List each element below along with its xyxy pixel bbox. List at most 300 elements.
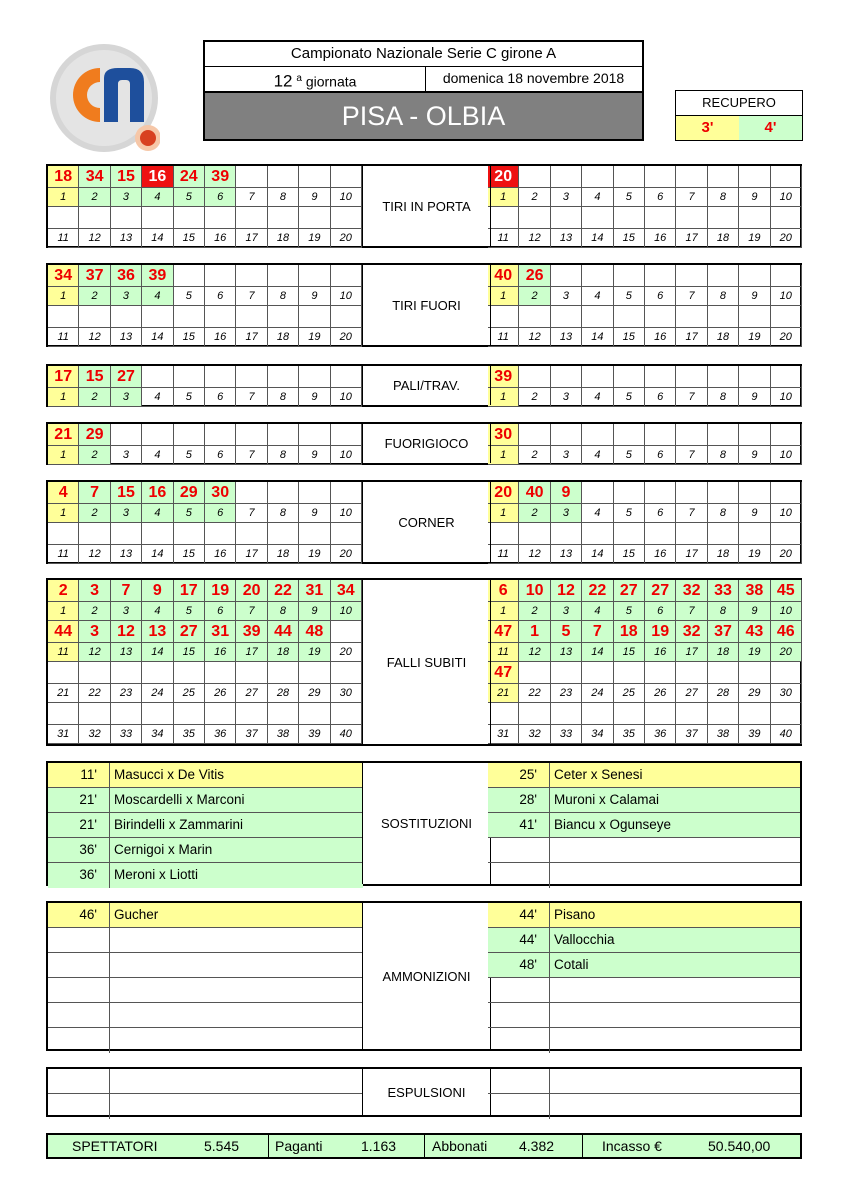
stat-index-cell: 1 bbox=[48, 602, 79, 621]
minute-cell bbox=[488, 978, 550, 1002]
stat-index-cell: 17 bbox=[676, 545, 707, 564]
espulsioni-table bbox=[46, 1067, 802, 1117]
incasso-label: Incasso € bbox=[602, 1138, 662, 1154]
stat-value-cell bbox=[582, 424, 613, 446]
stat-value-cell: 20 bbox=[488, 482, 519, 504]
stat-value-cell bbox=[205, 265, 236, 287]
stat-index-cell: 35 bbox=[174, 725, 205, 744]
stat-value-cell bbox=[174, 265, 205, 287]
stat-value-cell bbox=[708, 424, 739, 446]
stat-index-cell: 18 bbox=[708, 643, 739, 662]
stat-value-cell bbox=[174, 662, 205, 684]
stat-index-cell: 3 bbox=[551, 446, 582, 465]
stat-index-cell: 28 bbox=[708, 684, 739, 703]
stat-value-cell bbox=[48, 523, 79, 545]
stat-value-cell: 40 bbox=[519, 482, 550, 504]
stat-value-cell: 31 bbox=[299, 580, 330, 602]
stat-value-cell bbox=[739, 424, 770, 446]
stat-index-cell: 7 bbox=[236, 287, 267, 306]
stat-index-cell: 14 bbox=[582, 545, 613, 564]
stat-value-cell bbox=[236, 265, 267, 287]
player-cell bbox=[550, 863, 800, 888]
stat-index-cell: 5 bbox=[174, 287, 205, 306]
table-row bbox=[488, 1003, 800, 1028]
stat-index-cell: 20 bbox=[771, 643, 802, 662]
stat-index-cell: 1 bbox=[48, 287, 79, 306]
stat-index-cell: 6 bbox=[205, 188, 236, 207]
table-row bbox=[488, 863, 800, 888]
stat-value-cell: 44 bbox=[48, 621, 79, 643]
table-row bbox=[48, 1028, 363, 1053]
stat-index-cell: 20 bbox=[771, 229, 802, 248]
recupero-label: RECUPERO bbox=[676, 91, 802, 116]
stat-index-cell: 2 bbox=[519, 602, 550, 621]
abbonati-value: 4.382 bbox=[519, 1138, 555, 1154]
table-row bbox=[48, 1003, 363, 1028]
stat-index-cell: 8 bbox=[708, 446, 739, 465]
stat-index-cell: 3 bbox=[111, 504, 142, 523]
stat-value-cell: 20 bbox=[488, 166, 519, 188]
stat-index-cell: 11 bbox=[488, 229, 519, 248]
stat-index-cell: 8 bbox=[708, 602, 739, 621]
stat-index-cell: 12 bbox=[519, 229, 550, 248]
stat-index-cell: 37 bbox=[676, 725, 707, 744]
table-row bbox=[48, 978, 363, 1003]
stat-index-cell: 3 bbox=[551, 388, 582, 407]
table-row bbox=[48, 903, 363, 928]
player-cell: Birindelli x Zammarini bbox=[114, 817, 244, 832]
stat-index-cell: 25 bbox=[174, 684, 205, 703]
stat-section-falli-subiti bbox=[46, 578, 802, 746]
recupero-first-half: 3' bbox=[676, 116, 740, 140]
stat-value-cell bbox=[331, 523, 362, 545]
stat-home-grid bbox=[48, 166, 363, 246]
stat-index-cell: 3 bbox=[551, 504, 582, 523]
stat-index-cell: 19 bbox=[739, 643, 770, 662]
stat-value-cell bbox=[331, 621, 362, 643]
stat-value-cell bbox=[614, 703, 645, 725]
stat-value-cell bbox=[614, 662, 645, 684]
stat-index-cell: 15 bbox=[174, 328, 205, 347]
stat-value-cell bbox=[771, 482, 802, 504]
stat-index-cell: 34 bbox=[142, 725, 173, 744]
stat-index-cell: 10 bbox=[331, 388, 362, 407]
ammonizioni-table bbox=[46, 901, 802, 1051]
stat-index-cell: 23 bbox=[111, 684, 142, 703]
player-cell bbox=[550, 1003, 800, 1027]
stat-value-cell: 44 bbox=[268, 621, 299, 643]
stat-value-cell: 47 bbox=[488, 621, 519, 643]
incasso-value: 50.540,00 bbox=[708, 1138, 771, 1154]
stat-index-cell: 2 bbox=[79, 188, 110, 207]
table-row bbox=[48, 763, 363, 788]
stat-value-cell bbox=[645, 482, 676, 504]
stat-value-cell bbox=[739, 482, 770, 504]
stat-index-cell: 13 bbox=[551, 545, 582, 564]
stat-value-cell bbox=[582, 703, 613, 725]
stat-value-cell bbox=[331, 424, 362, 446]
stat-index-cell: 15 bbox=[174, 643, 205, 662]
stat-index-cell: 28 bbox=[268, 684, 299, 703]
table-row bbox=[48, 928, 363, 953]
minute-cell: 48' bbox=[488, 953, 550, 977]
stat-index-cell: 11 bbox=[488, 643, 519, 662]
championship-title: Campionato Nazionale Serie C girone A bbox=[205, 42, 642, 67]
stat-value-cell: 29 bbox=[174, 482, 205, 504]
stat-label: TIRI FUORI bbox=[362, 265, 491, 345]
stat-index-cell: 20 bbox=[771, 328, 802, 347]
stat-index-cell: 17 bbox=[676, 643, 707, 662]
stat-value-cell bbox=[331, 366, 362, 388]
stat-value-cell bbox=[519, 703, 550, 725]
stat-index-cell: 39 bbox=[299, 725, 330, 744]
stat-index-cell: 2 bbox=[519, 287, 550, 306]
stat-label: CORNER bbox=[362, 482, 491, 562]
stat-index-cell: 4 bbox=[142, 287, 173, 306]
recupero-second-half: 4' bbox=[739, 116, 802, 140]
stat-value-cell: 43 bbox=[739, 621, 770, 643]
stat-index-cell: 21 bbox=[488, 684, 519, 703]
stat-value-cell bbox=[739, 166, 770, 188]
table-row bbox=[488, 763, 800, 788]
stat-away-grid bbox=[488, 166, 803, 246]
stat-value-cell bbox=[708, 662, 739, 684]
stat-index-cell: 1 bbox=[488, 388, 519, 407]
player-cell: Ceter x Senesi bbox=[554, 767, 643, 782]
stat-value-cell bbox=[676, 166, 707, 188]
stat-value-cell bbox=[79, 703, 110, 725]
minute-cell bbox=[488, 1028, 550, 1053]
stat-value-cell bbox=[174, 424, 205, 446]
stat-value-cell bbox=[739, 523, 770, 545]
stat-value-cell: 3 bbox=[79, 621, 110, 643]
stat-index-cell: 4 bbox=[582, 188, 613, 207]
stat-index-cell: 10 bbox=[771, 388, 802, 407]
stat-value-cell bbox=[174, 366, 205, 388]
stat-value-cell bbox=[236, 306, 267, 328]
stat-index-cell: 8 bbox=[708, 388, 739, 407]
stat-value-cell: 30 bbox=[488, 424, 519, 446]
stat-away-grid bbox=[488, 580, 803, 744]
espulsioni-away bbox=[488, 1069, 800, 1115]
stat-index-cell: 2 bbox=[79, 504, 110, 523]
stat-home-grid bbox=[48, 424, 363, 463]
stat-value-cell bbox=[614, 166, 645, 188]
stat-index-cell: 10 bbox=[331, 446, 362, 465]
stat-value-cell bbox=[142, 306, 173, 328]
sostituzioni-away bbox=[488, 763, 800, 884]
stat-value-cell bbox=[299, 523, 330, 545]
stat-value-cell bbox=[48, 662, 79, 684]
spettatori-label: SPETTATORI bbox=[72, 1138, 158, 1154]
match-date: domenica 18 novembre 2018 bbox=[442, 70, 625, 86]
stat-index-cell: 4 bbox=[582, 446, 613, 465]
stat-index-cell: 9 bbox=[739, 602, 770, 621]
stat-value-cell: 15 bbox=[111, 166, 142, 188]
stat-value-cell bbox=[739, 207, 770, 229]
stat-index-cell: 16 bbox=[205, 328, 236, 347]
stat-index-cell: 25 bbox=[614, 684, 645, 703]
stat-value-cell: 9 bbox=[551, 482, 582, 504]
stat-value-cell: 19 bbox=[645, 621, 676, 643]
stat-value-cell bbox=[676, 306, 707, 328]
stat-value-cell bbox=[236, 207, 267, 229]
stat-index-cell: 3 bbox=[111, 446, 142, 465]
stat-value-cell bbox=[676, 482, 707, 504]
stat-index-cell: 35 bbox=[614, 725, 645, 744]
stat-index-cell: 24 bbox=[582, 684, 613, 703]
stat-index-cell: 22 bbox=[79, 684, 110, 703]
stat-label: TIRI IN PORTA bbox=[362, 166, 491, 246]
stat-value-cell bbox=[268, 306, 299, 328]
stat-index-cell: 5 bbox=[174, 504, 205, 523]
stat-index-cell: 8 bbox=[708, 287, 739, 306]
stat-value-cell: 10 bbox=[519, 580, 550, 602]
stat-value-cell bbox=[739, 306, 770, 328]
stat-value-cell bbox=[236, 703, 267, 725]
stat-value-cell bbox=[614, 424, 645, 446]
stat-value-cell: 4 bbox=[48, 482, 79, 504]
stat-index-cell: 14 bbox=[582, 328, 613, 347]
stat-away-grid bbox=[488, 424, 803, 463]
stat-value-cell: 34 bbox=[331, 580, 362, 602]
stat-value-cell bbox=[142, 523, 173, 545]
stat-index-cell: 9 bbox=[299, 388, 330, 407]
stat-index-cell: 9 bbox=[299, 602, 330, 621]
minute-cell: 11' bbox=[48, 763, 110, 787]
stat-index-cell: 8 bbox=[708, 504, 739, 523]
stat-value-cell bbox=[142, 662, 173, 684]
stat-index-cell: 17 bbox=[236, 545, 267, 564]
stat-index-cell: 32 bbox=[79, 725, 110, 744]
stat-value-cell bbox=[645, 662, 676, 684]
stat-index-cell: 19 bbox=[299, 229, 330, 248]
stat-index-cell: 16 bbox=[645, 328, 676, 347]
stat-value-cell bbox=[676, 207, 707, 229]
stat-value-cell bbox=[676, 662, 707, 684]
stat-index-cell: 7 bbox=[676, 602, 707, 621]
round-suffix: a bbox=[296, 73, 302, 84]
ammonizioni-label: AMMONIZIONI bbox=[362, 903, 491, 1049]
stat-away-grid bbox=[488, 366, 803, 405]
stat-value-cell: 16 bbox=[142, 482, 173, 504]
stat-index-cell: 13 bbox=[551, 229, 582, 248]
stat-index-cell: 14 bbox=[142, 328, 173, 347]
stat-value-cell: 39 bbox=[205, 166, 236, 188]
stat-index-cell: 12 bbox=[519, 545, 550, 564]
stat-index-cell: 15 bbox=[174, 229, 205, 248]
table-row bbox=[48, 953, 363, 978]
stat-value-cell: 24 bbox=[174, 166, 205, 188]
stat-index-cell: 31 bbox=[488, 725, 519, 744]
stat-index-cell: 1 bbox=[48, 188, 79, 207]
stat-index-cell: 6 bbox=[205, 287, 236, 306]
stat-index-cell: 11 bbox=[488, 328, 519, 347]
stat-value-cell: 37 bbox=[79, 265, 110, 287]
stat-index-cell: 8 bbox=[268, 446, 299, 465]
stat-section-pali bbox=[46, 364, 802, 407]
stat-index-cell: 5 bbox=[614, 388, 645, 407]
stat-label: FUORIGIOCO bbox=[362, 424, 491, 463]
stat-index-cell: 5 bbox=[174, 446, 205, 465]
stat-value-cell: 39 bbox=[142, 265, 173, 287]
stat-value-cell bbox=[268, 265, 299, 287]
stat-value-cell bbox=[488, 207, 519, 229]
stat-index-cell: 10 bbox=[771, 287, 802, 306]
stat-index-cell: 2 bbox=[519, 446, 550, 465]
stat-value-cell: 7 bbox=[111, 580, 142, 602]
stat-index-cell: 31 bbox=[48, 725, 79, 744]
match-header bbox=[203, 40, 644, 141]
table-row bbox=[488, 1094, 800, 1119]
stat-value-cell bbox=[551, 166, 582, 188]
stat-index-cell: 3 bbox=[111, 602, 142, 621]
stat-value-cell bbox=[268, 523, 299, 545]
stat-index-cell: 11 bbox=[48, 229, 79, 248]
abbonati-label: Abbonati bbox=[432, 1138, 488, 1154]
cn-logo bbox=[48, 42, 160, 154]
stat-value-cell bbox=[771, 207, 802, 229]
stat-index-cell: 14 bbox=[142, 545, 173, 564]
stat-value-cell bbox=[268, 662, 299, 684]
stat-value-cell bbox=[771, 366, 802, 388]
stat-value-cell bbox=[614, 366, 645, 388]
stat-index-cell: 12 bbox=[519, 643, 550, 662]
stat-index-cell: 16 bbox=[205, 643, 236, 662]
stat-index-cell: 27 bbox=[676, 684, 707, 703]
stat-index-cell: 12 bbox=[519, 328, 550, 347]
stat-index-cell: 4 bbox=[142, 504, 173, 523]
stat-index-cell: 2 bbox=[79, 388, 110, 407]
stat-value-cell bbox=[331, 703, 362, 725]
stat-value-cell: 34 bbox=[79, 166, 110, 188]
minute-cell: 41' bbox=[488, 813, 550, 837]
player-cell: Meroni x Liotti bbox=[114, 867, 199, 882]
stat-value-cell bbox=[645, 523, 676, 545]
stat-value-cell bbox=[708, 166, 739, 188]
stat-value-cell bbox=[488, 306, 519, 328]
stat-index-cell: 29 bbox=[299, 684, 330, 703]
stat-value-cell: 17 bbox=[174, 580, 205, 602]
stat-index-cell: 11 bbox=[48, 643, 79, 662]
stat-index-cell: 16 bbox=[645, 229, 676, 248]
stat-value-cell bbox=[299, 207, 330, 229]
stat-index-cell: 18 bbox=[268, 328, 299, 347]
stat-value-cell: 31 bbox=[205, 621, 236, 643]
player-cell: Masucci x De Vitis bbox=[114, 767, 225, 782]
stat-index-cell: 13 bbox=[551, 643, 582, 662]
stat-index-cell: 8 bbox=[708, 188, 739, 207]
stat-value-cell bbox=[174, 207, 205, 229]
stat-value-cell bbox=[708, 523, 739, 545]
stat-index-cell: 5 bbox=[174, 388, 205, 407]
stat-value-cell bbox=[771, 166, 802, 188]
stat-index-cell: 5 bbox=[614, 287, 645, 306]
player-cell bbox=[110, 928, 363, 952]
stat-value-cell bbox=[268, 207, 299, 229]
stat-index-cell: 5 bbox=[174, 188, 205, 207]
stat-value-cell bbox=[614, 207, 645, 229]
sostituzioni-table bbox=[46, 761, 802, 886]
player-cell bbox=[550, 838, 800, 862]
stat-value-cell bbox=[299, 366, 330, 388]
stat-index-cell: 39 bbox=[739, 725, 770, 744]
stat-index-cell: 10 bbox=[771, 446, 802, 465]
stat-value-cell bbox=[708, 482, 739, 504]
stat-value-cell bbox=[771, 265, 802, 287]
stat-value-cell bbox=[519, 366, 550, 388]
stat-index-cell: 17 bbox=[236, 328, 267, 347]
ammonizioni-home bbox=[48, 903, 363, 1049]
stat-index-cell: 9 bbox=[739, 388, 770, 407]
stat-index-cell: 6 bbox=[205, 602, 236, 621]
stat-value-cell bbox=[739, 703, 770, 725]
stat-index-cell: 13 bbox=[551, 328, 582, 347]
stat-value-cell: 30 bbox=[205, 482, 236, 504]
stat-value-cell: 12 bbox=[551, 580, 582, 602]
stat-value-cell: 48 bbox=[299, 621, 330, 643]
stat-index-cell: 1 bbox=[488, 602, 519, 621]
stat-index-cell: 15 bbox=[614, 328, 645, 347]
stat-value-cell bbox=[79, 523, 110, 545]
stat-value-cell bbox=[79, 207, 110, 229]
stat-value-cell: 40 bbox=[488, 265, 519, 287]
stat-index-cell: 2 bbox=[79, 287, 110, 306]
stat-index-cell: 32 bbox=[519, 725, 550, 744]
player-cell: Cernigoi x Marin bbox=[114, 842, 213, 857]
stat-index-cell: 19 bbox=[299, 545, 330, 564]
stat-value-cell: 27 bbox=[614, 580, 645, 602]
table-row bbox=[488, 928, 800, 953]
stat-index-cell: 10 bbox=[331, 287, 362, 306]
stat-index-cell: 1 bbox=[488, 188, 519, 207]
stat-value-cell: 5 bbox=[551, 621, 582, 643]
stat-index-cell: 8 bbox=[268, 388, 299, 407]
stat-value-cell bbox=[645, 424, 676, 446]
table-row bbox=[488, 1028, 800, 1053]
table-row bbox=[48, 1094, 363, 1119]
stat-value-cell bbox=[676, 424, 707, 446]
stat-index-cell: 1 bbox=[488, 446, 519, 465]
espulsioni-label: ESPULSIONI bbox=[362, 1069, 491, 1115]
stat-index-cell: 4 bbox=[142, 388, 173, 407]
stat-value-cell bbox=[676, 523, 707, 545]
stat-index-cell: 13 bbox=[111, 545, 142, 564]
stat-index-cell: 7 bbox=[676, 287, 707, 306]
stat-value-cell bbox=[582, 265, 613, 287]
minute-cell bbox=[48, 953, 110, 977]
stat-value-cell bbox=[331, 482, 362, 504]
stat-index-cell: 2 bbox=[519, 504, 550, 523]
stat-index-cell: 1 bbox=[488, 504, 519, 523]
stat-index-cell: 14 bbox=[142, 229, 173, 248]
stat-index-cell: 14 bbox=[582, 643, 613, 662]
stat-index-cell: 14 bbox=[142, 643, 173, 662]
stat-value-cell bbox=[331, 306, 362, 328]
stat-index-cell: 8 bbox=[268, 188, 299, 207]
stat-index-cell: 4 bbox=[142, 446, 173, 465]
player-cell bbox=[110, 978, 363, 1002]
stat-value-cell: 45 bbox=[771, 580, 802, 602]
stat-index-cell: 3 bbox=[551, 287, 582, 306]
stat-value-cell: 32 bbox=[676, 580, 707, 602]
stat-value-cell: 32 bbox=[676, 621, 707, 643]
stat-index-cell: 16 bbox=[645, 643, 676, 662]
stat-value-cell bbox=[708, 265, 739, 287]
stat-index-cell: 19 bbox=[739, 328, 770, 347]
stat-value-cell bbox=[771, 306, 802, 328]
minute-cell: 28' bbox=[488, 788, 550, 812]
